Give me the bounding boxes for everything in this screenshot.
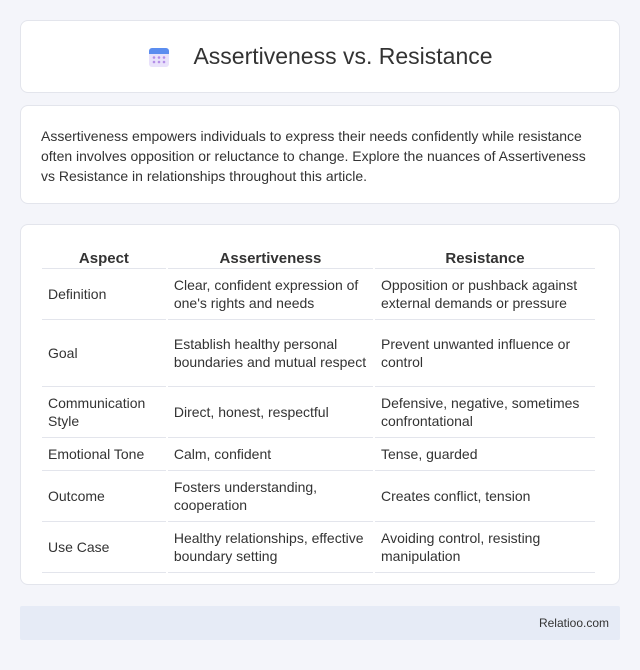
title-card	[20, 20, 620, 93]
table-header-row	[42, 245, 595, 269]
comparison-table	[40, 245, 597, 573]
table-row	[42, 387, 595, 438]
page-title: Assertiveness vs. Resistance	[193, 43, 493, 69]
column-header-resistance: Resistance	[375, 245, 595, 269]
cell-resistance: Creates conflict, tension	[375, 471, 595, 522]
cell-aspect: Definition	[42, 269, 166, 320]
cell-aspect: Use Case	[42, 522, 166, 573]
calendar-icon	[147, 45, 171, 69]
footer	[20, 606, 620, 640]
table-row	[42, 522, 595, 573]
table-row	[42, 471, 595, 522]
cell-assertiveness: Healthy relationships, effective boundary setting	[168, 522, 373, 573]
cell-resistance: Opposition or pushback against external demands or pressure	[375, 269, 595, 320]
comparison-table-card	[20, 224, 620, 585]
cell-assertiveness: Fosters understanding, cooperation	[168, 471, 373, 522]
column-header-aspect: Aspect	[42, 245, 166, 269]
cell-resistance: Defensive, negative, sometimes confrontational	[375, 387, 595, 438]
cell-resistance: Avoiding control, resisting manipulation	[375, 522, 595, 573]
table-row	[42, 269, 595, 320]
cell-resistance: Prevent unwanted influence or control	[375, 320, 595, 387]
cell-aspect: Goal	[42, 320, 166, 387]
table-row	[42, 438, 595, 471]
cell-assertiveness: Clear, confident expression of one's rights and needs	[168, 269, 373, 320]
cell-assertiveness: Establish healthy personal boundaries and mutual respect	[168, 320, 373, 387]
cell-resistance: Tense, guarded	[375, 438, 595, 471]
cell-aspect: Communication Style	[42, 387, 166, 438]
footer-brand-link[interactable]: Relatioo.com	[538, 616, 609, 630]
cell-aspect: Outcome	[42, 471, 166, 522]
cell-assertiveness: Calm, confident	[168, 438, 373, 471]
cell-aspect: Emotional Tone	[42, 438, 166, 471]
table-row	[42, 320, 595, 387]
cell-assertiveness: Direct, honest, respectful	[168, 387, 373, 438]
intro-card	[20, 105, 620, 204]
intro-text: Assertiveness empowers individuals to express their needs confidently while resistance often involves opposition or reluctance to change. Explore the nuances of Assertiveness vs Resistance in relationships throughout this article.	[41, 128, 586, 184]
column-header-assertiveness: Assertiveness	[168, 245, 373, 269]
title-wrap	[147, 43, 492, 70]
